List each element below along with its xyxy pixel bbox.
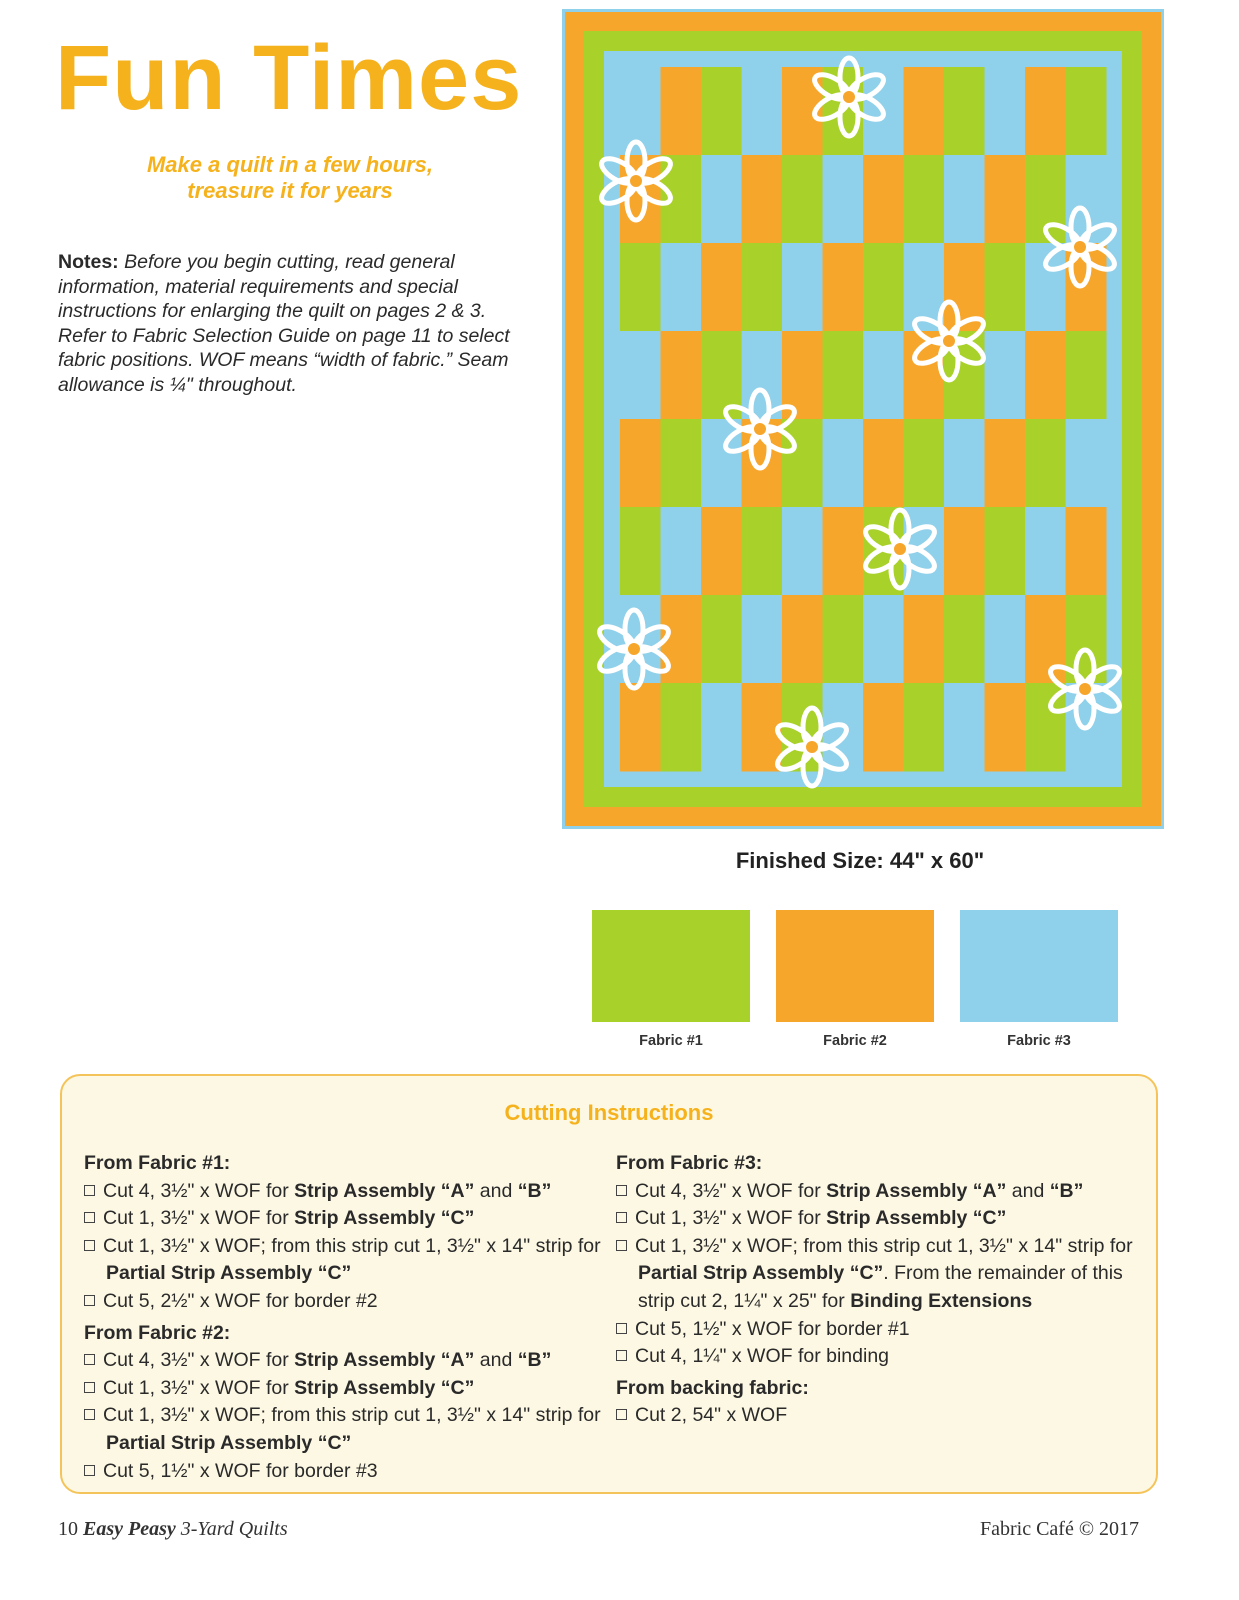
quilt-block bbox=[944, 595, 985, 684]
quilt-block bbox=[863, 331, 904, 420]
cutting-item bbox=[84, 1288, 604, 1316]
quilt-block bbox=[742, 155, 783, 244]
quilt-block bbox=[782, 243, 823, 332]
quilt-block bbox=[620, 507, 661, 596]
cutting-column-right bbox=[616, 1146, 1146, 1430]
subtitle bbox=[100, 152, 480, 204]
flower-center bbox=[942, 334, 956, 348]
quilt-photo bbox=[562, 9, 1164, 829]
item-text: Cut 4, 3½" x WOF for bbox=[103, 1179, 295, 1202]
quilt-block bbox=[620, 331, 661, 420]
fabric-1-swatch bbox=[592, 910, 750, 1022]
item-text: and bbox=[474, 1179, 518, 1202]
fabric-3-cutting bbox=[616, 1150, 1146, 1371]
item-text: Cut 5, 2½" x WOF for border #2 bbox=[103, 1289, 378, 1312]
flower-center bbox=[805, 740, 819, 754]
cutting-item bbox=[84, 1458, 604, 1486]
quilt-block bbox=[782, 419, 823, 508]
quilt-block bbox=[823, 331, 864, 420]
quilt-block-grid bbox=[620, 67, 1107, 772]
item-text: Cut 4, 3½" x WOF for bbox=[635, 1179, 827, 1202]
quilt-block bbox=[742, 507, 783, 596]
quilt-block bbox=[782, 595, 823, 684]
flower-center bbox=[893, 542, 907, 556]
item-text: Cut 1, 3½" x WOF for bbox=[103, 1376, 295, 1399]
item-bold-text: Strip Assembly “A” bbox=[294, 1349, 475, 1372]
fabric-1-label: Fabric #1 bbox=[639, 1033, 703, 1049]
quilt-block bbox=[1025, 595, 1066, 684]
quilt-block bbox=[1066, 419, 1107, 508]
group-heading: From backing fabric: bbox=[616, 1376, 809, 1399]
quilt-block bbox=[661, 683, 702, 772]
quilt-block bbox=[620, 243, 661, 332]
fabric-3-label: Fabric #3 bbox=[1007, 1033, 1071, 1049]
group-heading: From Fabric #3: bbox=[616, 1152, 763, 1174]
flower-center bbox=[753, 422, 767, 436]
quilt-block bbox=[985, 683, 1026, 772]
quilt-block bbox=[1025, 243, 1066, 332]
footer-left bbox=[58, 1518, 288, 1541]
checkbox-icon bbox=[616, 1409, 627, 1420]
quilt-block bbox=[701, 67, 742, 156]
quilt-block bbox=[944, 683, 985, 772]
checkbox-icon bbox=[616, 1185, 627, 1196]
item-bold-text: Binding Extensions bbox=[850, 1289, 1033, 1312]
group-heading: From Fabric #2: bbox=[84, 1321, 231, 1344]
cutting-item bbox=[616, 1205, 1146, 1233]
cutting-item bbox=[616, 1402, 1146, 1430]
quilt-block bbox=[782, 155, 823, 244]
quilt-block bbox=[985, 595, 1026, 684]
quilt-block bbox=[904, 419, 945, 508]
cutting-item bbox=[616, 1233, 1146, 1316]
quilt-block bbox=[701, 683, 742, 772]
cutting-item bbox=[616, 1343, 1146, 1371]
quilt-block bbox=[1066, 331, 1107, 420]
quilt-block bbox=[1025, 419, 1066, 508]
finished-size: Finished Size: 44" x 60" bbox=[735, 848, 985, 873]
quilt-block bbox=[742, 595, 783, 684]
checkbox-icon bbox=[84, 1295, 95, 1306]
quilt-block bbox=[823, 243, 864, 332]
checkbox-icon bbox=[616, 1350, 627, 1361]
item-bold-text: Partial Strip Assembly “C” bbox=[638, 1262, 884, 1285]
quilt-block bbox=[904, 155, 945, 244]
cutting-item bbox=[84, 1178, 604, 1206]
notes-text: Before you begin cutting, read general information, material requirements and special instructions for enlarging the quilt on pages 2 & 3. Refer to Fabric Selection Guide on page 11 to select fabric positions. WOF means “width of fabric.” Seam allowance is ¼" throughout. bbox=[58, 251, 510, 396]
backing-cutting bbox=[616, 1375, 1146, 1430]
quilt-block bbox=[1066, 507, 1107, 596]
fabric-3-swatch bbox=[960, 910, 1118, 1022]
group-heading: From Fabric #1: bbox=[84, 1152, 231, 1174]
checkbox-icon bbox=[84, 1212, 95, 1223]
item-text: Cut 5, 1½" x WOF for border #1 bbox=[635, 1317, 910, 1340]
cutting-item bbox=[84, 1347, 604, 1375]
quilt-block bbox=[661, 67, 702, 156]
notes-paragraph bbox=[58, 250, 528, 397]
item-text: and bbox=[474, 1349, 518, 1372]
quilt-block bbox=[1066, 67, 1107, 156]
fabric-2-cutting bbox=[84, 1320, 604, 1486]
item-text: . From the remainder of this strip cut 2, 1¼" x 25" for bbox=[638, 1262, 1123, 1312]
quilt-block bbox=[823, 155, 864, 244]
item-bold-text: Partial Strip Assembly “C” bbox=[106, 1431, 352, 1454]
quilt-block bbox=[985, 243, 1026, 332]
fabric-2-label: Fabric #2 bbox=[823, 1033, 887, 1049]
item-text: Cut 1, 3½" x WOF; from this strip cut 1, 3½" x 14" strip for bbox=[635, 1234, 1133, 1257]
page-title: Fun Times bbox=[55, 27, 523, 129]
fabric-2-swatch bbox=[776, 910, 934, 1022]
quilt-block bbox=[863, 683, 904, 772]
quilt-block bbox=[985, 507, 1026, 596]
quilt-block bbox=[1025, 67, 1066, 156]
item-text: and bbox=[1006, 1179, 1050, 1202]
quilt-block bbox=[823, 419, 864, 508]
flower-center bbox=[1078, 682, 1092, 696]
quilt-block bbox=[944, 155, 985, 244]
checkbox-icon bbox=[84, 1409, 95, 1420]
quilt-block bbox=[904, 67, 945, 156]
checkbox-icon bbox=[84, 1185, 95, 1196]
book-title-rest: 3-Yard Quilts bbox=[180, 1518, 288, 1540]
quilt-block bbox=[944, 419, 985, 508]
quilt-block bbox=[742, 331, 783, 420]
quilt-block bbox=[661, 507, 702, 596]
checkbox-icon bbox=[616, 1212, 627, 1223]
cutting-item bbox=[84, 1402, 604, 1457]
item-bold-text: “B” bbox=[517, 1349, 552, 1372]
quilt-block bbox=[863, 155, 904, 244]
cutting-item bbox=[84, 1205, 604, 1233]
cutting-item bbox=[616, 1316, 1146, 1344]
item-bold-text: Strip Assembly “A” bbox=[826, 1179, 1007, 1202]
cutting-item bbox=[84, 1375, 604, 1403]
page-number: 10 bbox=[58, 1518, 78, 1540]
item-text: Cut 1, 3½" x WOF; from this strip cut 1, 3½" x 14" strip for bbox=[103, 1234, 601, 1257]
quilt-block bbox=[944, 507, 985, 596]
quilt-block bbox=[985, 419, 1026, 508]
item-bold-text: Strip Assembly “C” bbox=[294, 1207, 475, 1230]
item-bold-text: “B” bbox=[517, 1179, 552, 1202]
cutting-item bbox=[84, 1233, 604, 1288]
quilt-block bbox=[1025, 331, 1066, 420]
quilt-block bbox=[863, 595, 904, 684]
quilt-block bbox=[985, 331, 1026, 420]
item-text: Cut 1, 3½" x WOF for bbox=[103, 1207, 295, 1230]
quilt-block bbox=[661, 331, 702, 420]
quilt-block bbox=[620, 419, 661, 508]
item-text: Cut 1, 3½" x WOF; from this strip cut 1, 3½" x 14" strip for bbox=[103, 1404, 601, 1427]
quilt-block bbox=[701, 155, 742, 244]
item-text: Cut 4, 1¼" x WOF for binding bbox=[635, 1345, 890, 1368]
item-text: Cut 4, 3½" x WOF for bbox=[103, 1349, 295, 1372]
flower-center bbox=[842, 90, 856, 104]
quilt-block bbox=[742, 67, 783, 156]
subtitle-line-2: treasure it for years bbox=[187, 178, 393, 203]
quilt-block bbox=[823, 595, 864, 684]
flower-center bbox=[1073, 240, 1087, 254]
quilt-block bbox=[863, 243, 904, 332]
checkbox-icon bbox=[84, 1354, 95, 1365]
quilt-block bbox=[620, 683, 661, 772]
quilt-block bbox=[701, 507, 742, 596]
quilt-block bbox=[782, 507, 823, 596]
quilt-block bbox=[863, 419, 904, 508]
footer-copyright: Fabric Café © 2017 bbox=[980, 1518, 1140, 1540]
item-bold-text: Strip Assembly “A” bbox=[294, 1179, 475, 1202]
item-text: Cut 5, 1½" x WOF for border #3 bbox=[103, 1459, 378, 1482]
item-bold-text: Strip Assembly “C” bbox=[826, 1207, 1007, 1230]
notes-label: Notes: bbox=[58, 251, 119, 273]
cutting-column-left bbox=[84, 1146, 604, 1485]
item-bold-text: Strip Assembly “C” bbox=[294, 1376, 475, 1399]
item-text: Cut 1, 3½" x WOF for bbox=[635, 1207, 827, 1230]
flower-center bbox=[629, 174, 643, 188]
flower-center bbox=[627, 642, 641, 656]
item-bold-text: Partial Strip Assembly “C” bbox=[106, 1262, 352, 1285]
checkbox-icon bbox=[616, 1240, 627, 1251]
checkbox-icon bbox=[84, 1382, 95, 1393]
quilt-block bbox=[985, 67, 1026, 156]
quilt-block bbox=[823, 507, 864, 596]
quilt-block bbox=[742, 243, 783, 332]
quilt-block bbox=[985, 155, 1026, 244]
cutting-instructions-box bbox=[60, 1074, 1158, 1494]
quilt-block bbox=[904, 683, 945, 772]
quilt-block bbox=[661, 243, 702, 332]
quilt-block bbox=[701, 595, 742, 684]
cutting-item bbox=[616, 1178, 1146, 1206]
quilt-block bbox=[661, 419, 702, 508]
quilt-block bbox=[944, 67, 985, 156]
checkbox-icon bbox=[84, 1240, 95, 1251]
subtitle-line-1: Make a quilt in a few hours, bbox=[146, 152, 434, 177]
quilt-block bbox=[1025, 507, 1066, 596]
cutting-instructions-title: Cutting Instructions bbox=[504, 1100, 714, 1125]
checkbox-icon bbox=[616, 1323, 627, 1334]
book-title-bold: Easy Peasy bbox=[83, 1518, 176, 1540]
fabric-1-cutting bbox=[84, 1150, 604, 1316]
quilt-block bbox=[701, 243, 742, 332]
item-bold-text: “B” bbox=[1049, 1179, 1084, 1202]
quilt-block bbox=[904, 595, 945, 684]
checkbox-icon bbox=[84, 1465, 95, 1476]
item-text: Cut 2, 54" x WOF bbox=[635, 1404, 788, 1427]
